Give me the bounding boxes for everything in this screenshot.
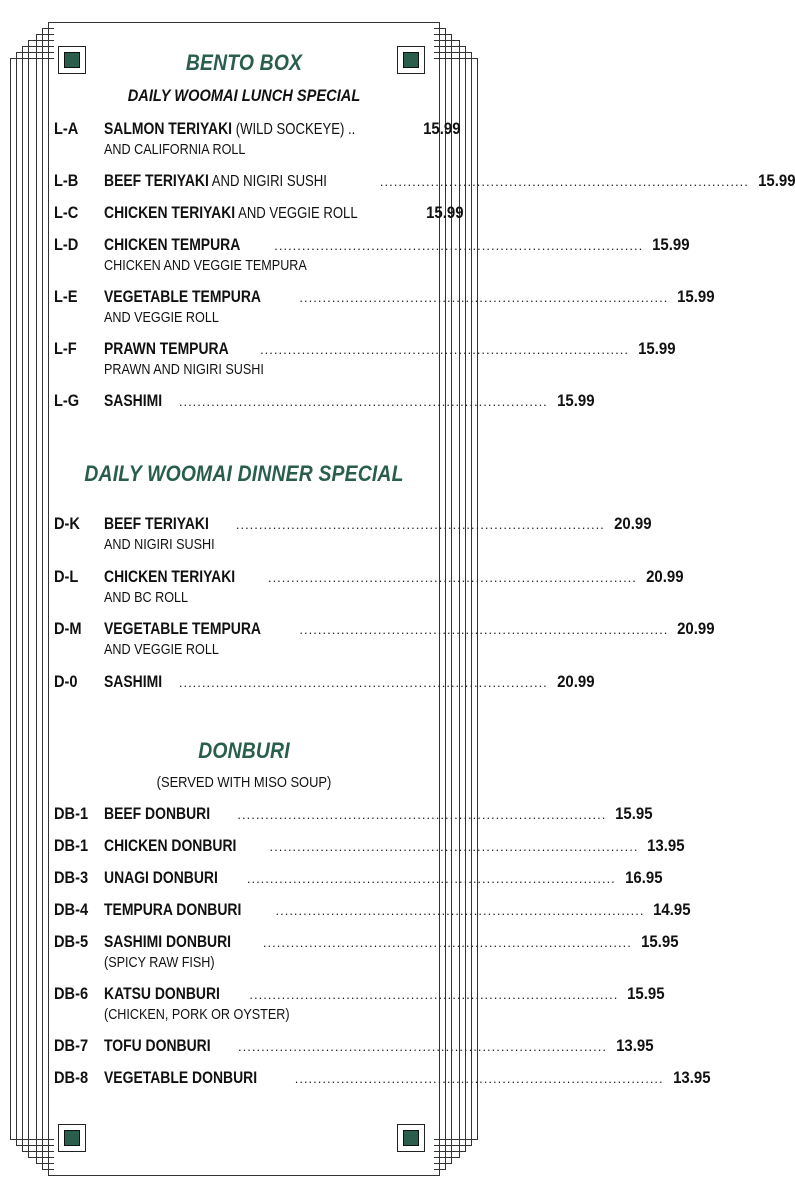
item-title: [104, 900, 241, 920]
menu-item: [54, 619, 715, 663]
item-code: L-E: [54, 287, 78, 306]
corner-ornament: [397, 46, 427, 76]
item-extra: (WILD SOCKEYE) ..: [232, 121, 356, 138]
item-title: [104, 868, 218, 888]
item-code: D-K: [54, 514, 80, 533]
item-price: 15.99: [426, 203, 464, 222]
dot-leader: ................................................................................: [262, 935, 632, 950]
item-price: 20.99: [677, 619, 715, 638]
item-title: [104, 514, 209, 534]
item-code: L-D: [54, 235, 79, 254]
menu-item-row: [54, 119, 461, 139]
item-title: [104, 203, 358, 223]
menu-item: [54, 339, 676, 383]
corner-ornament: [397, 1124, 427, 1154]
item-price: 15.99: [677, 287, 715, 306]
menu-item-row: [54, 1036, 654, 1056]
item-title: [104, 932, 231, 952]
item-price: 16.95: [624, 868, 663, 887]
lunch-special-title: DAILY WOOMAI LUNCH SPECIAL: [127, 86, 361, 105]
menu-panel: [54, 28, 795, 1170]
item-name: VEGETABLE TEMPURA: [104, 287, 261, 306]
item-name: TEMPURA DONBURI: [104, 900, 242, 919]
menu-item: [54, 287, 715, 331]
item-price: 13.95: [672, 1068, 711, 1087]
menu-item-row: [54, 287, 715, 307]
item-code: D-L: [54, 567, 79, 586]
menu-item-row: [54, 804, 653, 824]
item-code: L-F: [54, 339, 77, 358]
dot-leader: ................................................................................: [274, 238, 644, 253]
item-description: PRAWN AND NIGIRI SUSHI: [104, 361, 264, 378]
item-description: (CHICKEN, PORK OR OYSTER): [104, 1006, 290, 1023]
item-name: CHICKEN DONBURI: [104, 836, 237, 855]
item-price: 20.99: [646, 567, 684, 586]
item-name: VEGETABLE TEMPURA: [104, 619, 261, 638]
menu-item: [54, 932, 679, 976]
menu-item: [54, 1068, 711, 1112]
donburi-title: DONBURI: [198, 738, 290, 763]
menu-item: [54, 514, 652, 558]
item-code: DB-1: [54, 836, 89, 855]
item-title: [104, 1036, 211, 1056]
item-title: [104, 235, 240, 255]
item-name: SASHIMI: [104, 672, 163, 691]
menu-item-row: [54, 391, 595, 411]
menu-item: [54, 391, 595, 435]
item-description: AND BC ROLL: [104, 589, 189, 606]
menu-item-row: [54, 672, 595, 692]
menu-item: [54, 567, 684, 611]
menu-item: [54, 235, 690, 279]
item-title: [104, 119, 355, 139]
corner-ornament: [58, 1124, 88, 1154]
item-price: 15.95: [640, 932, 679, 951]
dot-leader: ................................................................................: [249, 987, 619, 1002]
menu-item-row: [54, 171, 795, 191]
menu-item-row: [54, 619, 715, 639]
menu-item: [54, 672, 595, 716]
item-code: DB-1: [54, 804, 89, 823]
dot-leader: ................................................................................: [235, 517, 605, 532]
item-name: SASHIMI: [104, 391, 163, 410]
item-description: CHICKEN AND VEGGIE TEMPURA: [104, 257, 307, 274]
dot-leader: ................................................................................: [246, 871, 616, 886]
menu-item-row: [54, 932, 679, 952]
item-description: AND NIGIRI SUSHI: [104, 536, 215, 553]
item-extra: AND NIGIRI SUSHI: [208, 173, 327, 190]
item-title: [104, 619, 261, 639]
item-extra: AND VEGGIE ROLL: [235, 205, 358, 222]
item-price: 15.95: [615, 804, 653, 823]
item-title: [104, 804, 210, 824]
item-name: SALMON TERIYAKI: [104, 119, 233, 138]
item-price: 14.95: [653, 900, 691, 919]
dot-leader: ................................................................................: [237, 807, 607, 822]
item-name: VEGETABLE DONBURI: [104, 1068, 258, 1087]
menu-item: [54, 984, 665, 1028]
item-name: CHICKEN TERIYAKI: [104, 567, 236, 586]
item-code: DB-8: [54, 1068, 89, 1087]
dot-leader: ................................................................................: [299, 622, 669, 637]
item-code: L-B: [54, 171, 79, 190]
item-code: DB-5: [54, 932, 89, 951]
item-name: KATSU DONBURI: [104, 984, 220, 1003]
donburi-note: (SERVED WITH MISO SOUP): [156, 774, 332, 791]
item-price: 15.99: [638, 339, 676, 358]
dot-leader: ................................................................................: [238, 1039, 607, 1054]
dot-leader: ................................................................................: [260, 342, 630, 357]
item-price: 13.95: [647, 836, 685, 855]
dot-leader: ................................................................................: [178, 394, 548, 409]
bento-box-title: BENTO BOX: [185, 50, 303, 75]
item-name: PRAWN TEMPURA: [104, 339, 229, 358]
item-price: 13.95: [616, 1036, 654, 1055]
menu-item-row: [54, 900, 691, 920]
item-code: L-A: [54, 119, 79, 138]
item-title: [104, 171, 327, 191]
dot-leader: ................................................................................: [275, 903, 645, 918]
dot-leader: ................................................................................: [299, 290, 669, 305]
menu-item: [54, 119, 461, 163]
item-code: D-M: [54, 619, 82, 638]
menu-item-row: [54, 836, 685, 856]
item-price: 15.99: [652, 235, 690, 254]
dot-leader: ................................................................................: [269, 839, 639, 854]
menu-item-row: [54, 1068, 711, 1088]
dinner-special-title: DAILY WOOMAI DINNER SPECIAL: [84, 461, 404, 486]
item-title: [104, 391, 162, 411]
item-name: SASHIMI DONBURI: [104, 932, 232, 951]
item-title: [104, 984, 220, 1004]
item-price: 20.99: [556, 672, 595, 691]
item-code: DB-4: [54, 900, 89, 919]
item-title: [104, 1068, 257, 1088]
menu-item-row: [54, 567, 684, 587]
item-name: BEEF DONBURI: [104, 804, 211, 823]
item-name: BEEF TERIYAKI: [104, 171, 209, 190]
item-name: UNAGI DONBURI: [104, 868, 218, 887]
item-description: (SPICY RAW FISH): [104, 954, 215, 971]
menu-item-row: [54, 868, 663, 888]
item-title: [104, 287, 261, 307]
item-price: 15.95: [627, 984, 665, 1003]
item-title: [104, 836, 236, 856]
menu-item-row: [54, 514, 652, 534]
item-code: DB-3: [54, 868, 89, 887]
dot-leader: ................................................................................: [379, 174, 749, 189]
item-description: AND VEGGIE ROLL: [104, 641, 219, 658]
item-name: TOFU DONBURI: [104, 1036, 211, 1055]
item-code: DB-7: [54, 1036, 89, 1055]
item-code: D-0: [54, 672, 78, 691]
item-code: DB-6: [54, 984, 89, 1003]
item-price: 15.99: [423, 119, 461, 138]
item-price: 15.99: [556, 391, 595, 410]
item-title: [104, 567, 235, 587]
dot-leader: ................................................................................: [178, 675, 548, 690]
menu-item-row: [54, 203, 464, 223]
menu-item-row: [54, 235, 690, 255]
dot-leader: ................................................................................: [267, 570, 637, 585]
dot-leader: ................................................................................: [294, 1071, 664, 1086]
item-name: CHICKEN TEMPURA: [104, 235, 241, 254]
item-name: CHICKEN TERIYAKI: [104, 203, 236, 222]
item-title: [104, 672, 162, 692]
item-name: BEEF TERIYAKI: [104, 514, 209, 533]
item-title: [104, 339, 229, 359]
item-description: AND CALIFORNIA ROLL: [104, 141, 246, 158]
menu-item-row: [54, 984, 665, 1004]
item-price: 20.99: [613, 514, 652, 533]
item-code: L-G: [54, 391, 80, 410]
item-code: L-C: [54, 203, 79, 222]
item-price: 15.99: [757, 171, 795, 190]
menu-item-row: [54, 339, 676, 359]
item-description: AND VEGGIE ROLL: [104, 309, 219, 326]
corner-ornament: [58, 46, 88, 76]
